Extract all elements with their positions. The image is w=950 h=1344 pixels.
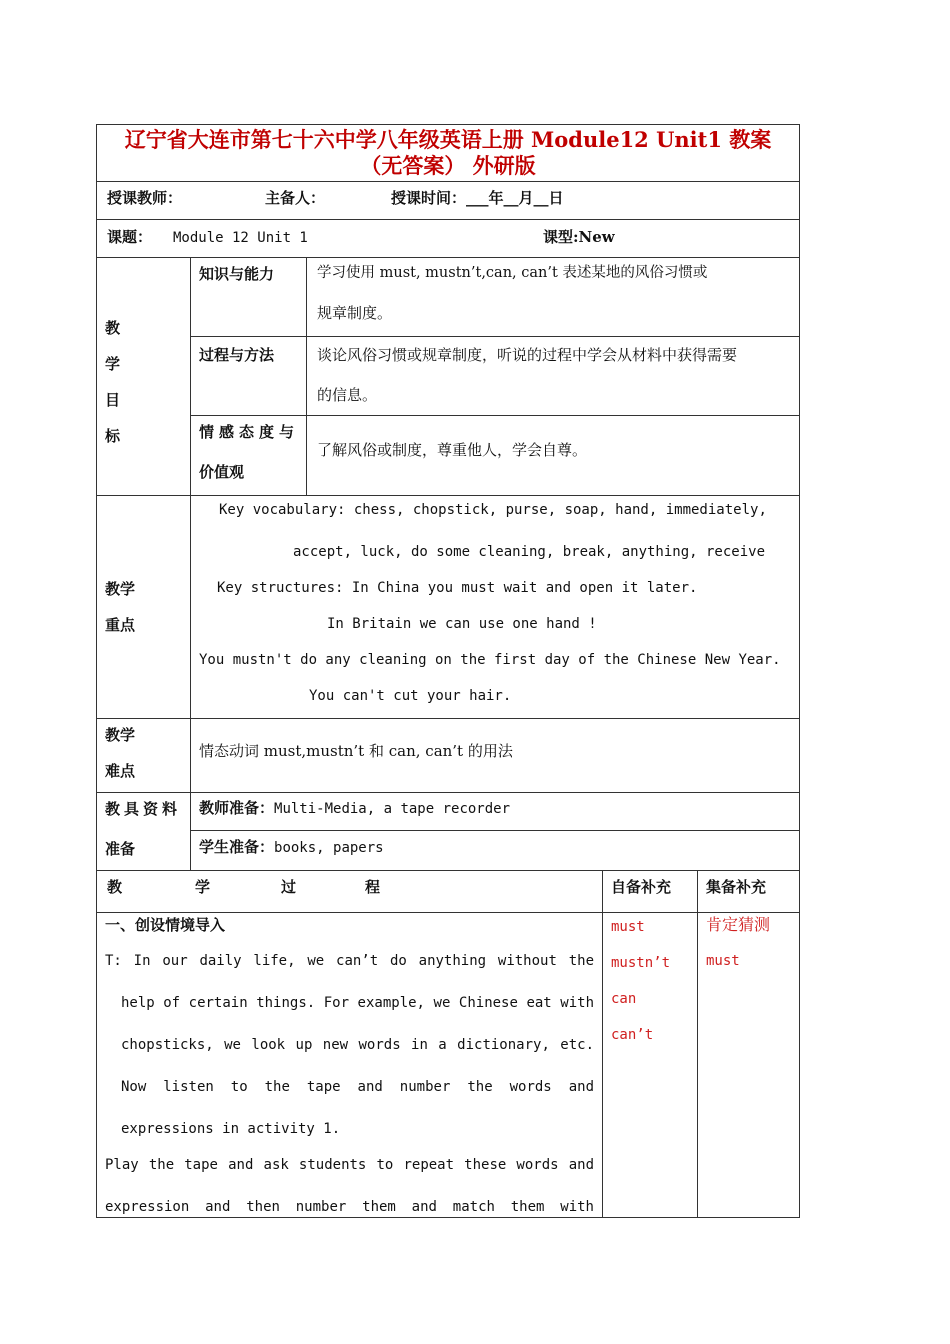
topic-row <box>97 220 800 258</box>
teacher-label: 授课教师： <box>107 189 183 207</box>
student-materials-label: 学生准备： <box>199 838 275 856</box>
process-line: help of certain things. For example, we Chinese eat with <box>121 995 594 1011</box>
key-structure-line-3: You mustn't do any cleaning on the first day of the Chinese New Year. <box>199 652 781 668</box>
difficulty-label: 教学 难点 <box>97 719 191 793</box>
group-notes-header: 集备补充 <box>698 871 800 913</box>
lead-label: 主备人： <box>265 189 326 207</box>
lesson-plan <box>96 124 799 1218</box>
lesson-type: 课型:New <box>543 228 615 246</box>
self-notes <box>603 913 698 1218</box>
process-section-title: 一、创设情境导入 <box>105 916 226 934</box>
process-line: expressions in activity 1. <box>121 1121 341 1137</box>
teacher-materials-label: 教师准备： <box>199 799 275 817</box>
student-materials <box>191 831 800 871</box>
self-note: mustn’t <box>611 955 671 971</box>
process-content <box>97 913 603 1218</box>
key-points-content <box>191 496 800 719</box>
time-label: 授课时间：___年__月__日 <box>391 189 564 207</box>
self-note: must <box>611 919 645 935</box>
process-line: T: In our daily life, we can’t do anything without the <box>105 953 594 969</box>
key-vocabulary-line-1: Key vocabulary: chess, chopstick, purse, soap, hand, immediately, <box>219 502 767 518</box>
key-structure-line-4: You can't cut your hair. <box>309 688 512 704</box>
group-notes <box>698 913 800 1218</box>
document-title <box>97 125 800 182</box>
process-header: 教 学 过 程 <box>97 871 603 913</box>
process-line: chopsticks, we look up new words in a dictionary, etc. <box>121 1037 594 1053</box>
objective-attitude-label: 情感态度与 价值观 <box>191 416 307 496</box>
objective-process-label: 过程与方法 <box>191 337 307 416</box>
group-note: must <box>706 953 740 969</box>
key-structure-line-2: In Britain we can use one hand ! <box>327 616 597 632</box>
objective-knowledge-text: 学习使用 must, mustn’t,can, can’t 表述某地的风俗习惯或 规章制度。 <box>307 258 800 337</box>
self-notes-header: 自备补充 <box>603 871 698 913</box>
key-vocabulary-line-2: accept, luck, do some cleaning, break, anything, receive <box>293 544 766 560</box>
title-line-1: 辽宁省大连市第七十六中学八年级英语上册 Module12 Unit1 教案 <box>124 127 772 152</box>
group-note: 肯定猜测 <box>706 915 771 934</box>
lesson-plan-table <box>96 124 800 1218</box>
self-note: can <box>611 991 637 1007</box>
materials-label: 教具资料 准备 <box>97 793 191 871</box>
header-row <box>97 182 800 220</box>
process-line: Now listen to the tape and number the words and <box>121 1079 594 1095</box>
teacher-materials <box>191 793 800 831</box>
key-points-label: 教学 重点 <box>97 496 191 719</box>
objectives-label: 教 学 目 标 <box>97 258 191 496</box>
objective-knowledge-label: 知识与能力 <box>191 258 307 337</box>
title-line-2: （无答案） 外研版 <box>360 153 536 178</box>
teacher-materials-value: Multi-Media, a tape recorder <box>274 801 511 817</box>
process-line: Play the tape and ask students to repeat these words and <box>105 1157 594 1173</box>
key-structure-line-1: Key structures: In China you must wait and open it later. <box>217 580 698 596</box>
difficulty-text: 情态动词 must,mustn’t 和 can, can’t 的用法 <box>191 719 800 793</box>
topic-label: 课题： <box>107 228 153 246</box>
self-note: can’t <box>611 1027 654 1043</box>
topic-value: Module 12 Unit 1 <box>173 230 308 246</box>
process-line: expression and then number them and match them with <box>105 1199 594 1215</box>
objective-process-text: 谈论风俗习惯或规章制度，听说的过程中学会从材料中获得需要 的信息。 <box>307 337 800 416</box>
objective-attitude-text: 了解风俗或制度，尊重他人，学会自尊。 <box>307 416 800 496</box>
student-materials-value: books, papers <box>274 840 384 856</box>
